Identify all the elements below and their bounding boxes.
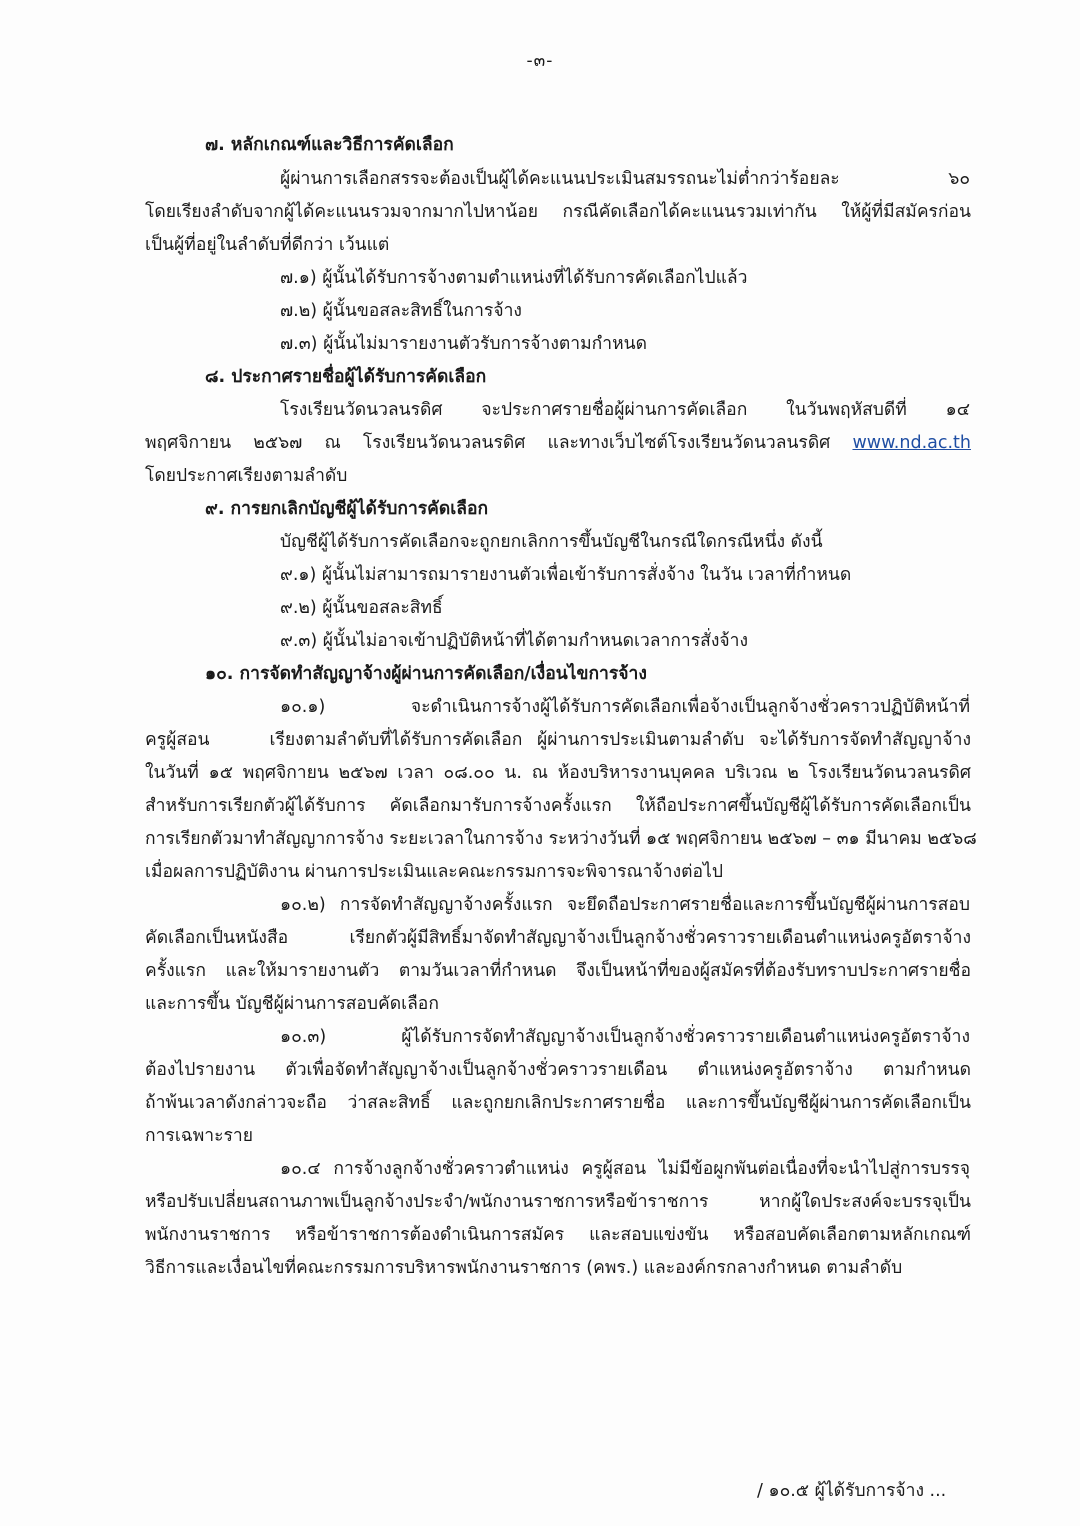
section-10-3-line: ๑๐.๓) ผู้ได้รับการจัดทำสัญญาจ้างเป็นลูกจ้างชั่วคราวรายเดือนตำแหน่งครูอัตราจ้าง <box>280 1027 970 1047</box>
section-10-1-line: การเรียกตัวมาทำสัญญาการจ้าง ระยะเวลาในการจ้าง ระหว่างวันที่ ๑๕ พฤศจิกายน ๒๕๖๗ – ๓๑ มีนาคม ๒๕๖๘ <box>145 829 977 849</box>
section-7-paragraph-line: เป็นผู้ที่อยู่ในลำดับที่ดีกว่า เว้นแต่ <box>145 235 390 255</box>
section-10-1-line: สำหรับการเรียกตัวผู้ได้รับการ คัดเลือกมารับการจ้างครั้งแรก ให้ถือประกาศขึ้นบัญชีผู้ได้รับการคัดเลือกเป็น <box>145 796 971 816</box>
page-number: -๓- <box>526 51 554 71</box>
section-9-intro: บัญชีผู้ได้รับการคัดเลือกจะถูกยกเลิกการขึ้นบัญชีในกรณีใดกรณีหนึ่ง ดังนี้ <box>280 532 823 552</box>
section-10-4-line: หรือปรับเปลี่ยนสถานภาพเป็นลูกจ้างประจำ/พนักงานราชการหรือข้าราชการ หากผู้ใดประสงค์จะบรรจุเป็น <box>145 1192 971 1212</box>
section-8-text: พฤศจิกายน ๒๕๖๗ ณ โรงเรียนวัดนวลนรดิศ และทางเว็บไซต์โรงเรียนวัดนวลนรดิศ <box>145 433 831 453</box>
section-8-heading: ๘. ประกาศรายชื่อผู้ได้รับการคัดเลือก <box>205 367 487 387</box>
section-10-1-line: เมื่อผลการปฏิบัติงาน ผ่านการประเมินและคณะกรรมการจะพิจารณาจ้างต่อไป <box>145 862 723 882</box>
position-label: ครูผู้สอน <box>145 730 210 750</box>
section-10-1-line: ๑๐.๑) จะดำเนินการจ้างผู้ได้รับการคัดเลือกเพื่อจ้างเป็นลูกจ้างชั่วคราวปฏิบัติหน้าที่ <box>280 697 970 717</box>
section-10-1-line: ในวันที่ ๑๕ พฤศจิกายน ๒๕๖๗ เวลา ๐๘.๐๐ น. ณ ห้องบริหารงานบุคคล บริเวณ ๒ โรงเรียนวัดนวลนรดิศ <box>145 763 971 783</box>
section-10-2-line: ๑๐.๒) การจัดทำสัญญาจ้างครั้งแรก จะยึดถือประกาศรายชื่อและการขึ้นบัญชีผู้ผ่านการสอบ <box>280 895 970 915</box>
section-10-4-line: วิธีการและเงื่อนไขที่คณะกรรมการบริหารพนักงานราชการ (คพร.) และองค์กรกลางกำหนด ตามลำดับ <box>145 1258 903 1278</box>
section-10-3-line: ถ้าพ้นเวลาดังกล่าวจะถือ ว่าสละสิทธิ์ และถูกยกเลิกประกาศรายชื่อ และการขึ้นบัญชีผู้ผ่านการคัดเลือกเป็น <box>145 1093 971 1113</box>
section-7-paragraph-line: โดยเรียงลำดับจากผู้ได้คะแนนรวมจากมากไปหาน้อย กรณีคัดเลือกได้คะแนนรวมเท่ากัน ให้ผู้ที่มีสมัครก่อน <box>145 202 971 222</box>
section-10-2-line: ครั้งแรก และให้มารายงานตัว ตามวันเวลาที่กำหนด จึงเป็นหน้าที่ของผู้สมัครที่ต้องรับทราบประกาศรายชื่อ <box>145 961 971 981</box>
website-link[interactable]: www.nd.ac.th <box>852 433 971 453</box>
section-10-2-line: คัดเลือกเป็นหนังสือ เรียกตัวผู้มีสิทธิ์มาจัดทำสัญญาจ้างเป็นลูกจ้างชั่วคราวรายเดือนตำแหน่งครูอัตราจ้าง <box>145 928 971 948</box>
section-7-item-2: ๗.๒) ผู้นั้นขอสละสิทธิ์ในการจ้าง <box>280 301 522 321</box>
section-8-paragraph-line: โดยประกาศเรียงตามลำดับ <box>145 466 348 486</box>
section-7-item-3: ๗.๓) ผู้นั้นไม่มารายงานตัวรับการจ้างตามกำหนด <box>280 334 647 354</box>
section-8-paragraph-line: โรงเรียนวัดนวลนรดิศ จะประกาศรายชื่อผู้ผ่านการคัดเลือก ในวันพฤหัสบดีที่ ๑๔ <box>280 400 970 420</box>
section-8-paragraph-line <box>145 430 971 456</box>
section-10-3-line: การเฉพาะราย <box>145 1126 253 1146</box>
section-9-heading: ๙. การยกเลิกบัญชีผู้ได้รับการคัดเลือก <box>205 499 489 519</box>
section-10-2-line: และการขึ้น บัญชีผู้ผ่านการสอบคัดเลือก <box>145 994 439 1014</box>
section-9-item-3: ๙.๓) ผู้นั้นไม่อาจเข้าปฏิบัติหน้าที่ได้ตามกำหนดเวลาการสั่งจ้าง <box>280 631 749 651</box>
section-7-heading: ๗. หลักเกณฑ์และวิธีการคัดเลือก <box>205 135 454 155</box>
section-10-heading: ๑๐. การจัดทำสัญญาจ้างผู้ผ่านการคัดเลือก/เงื่อนไขการจ้าง <box>205 664 647 684</box>
section-10-1-text: เรียงตามลำดับที่ได้รับการคัดเลือก ผู้ผ่านการประเมินตามลำดับ จะได้รับการจัดทำสัญญาจ้าง <box>269 730 971 750</box>
section-9-item-2: ๙.๒) ผู้นั้นขอสละสิทธิ์ <box>280 598 443 618</box>
section-10-4-line: ๑๐.๔ การจ้างลูกจ้างชั่วคราวตำแหน่ง ครูผู้สอน ไม่มีข้อผูกพันต่อเนื่องที่จะนำไปสู่การบรรจุ <box>280 1159 970 1179</box>
section-7-item-1: ๗.๑) ผู้นั้นได้รับการจ้างตามตำแหน่งที่ได้รับการคัดเลือกไปแล้ว <box>280 268 748 288</box>
section-7-paragraph-line: ผู้ผ่านการเลือกสรรจะต้องเป็นผู้ได้คะแนนประเมินสมรรถนะไม่ต่ำกว่าร้อยละ ๖๐ <box>280 169 970 189</box>
section-10-4-line: พนักงานราชการ หรือข้าราชการต้องดำเนินการสมัคร และสอบแข่งขัน หรือสอบคัดเลือกตามหลักเกณฑ์ <box>145 1225 971 1245</box>
section-9-item-1: ๙.๑) ผู้นั้นไม่สามารถมารายงานตัวเพื่อเข้ารับการสั่งจ้าง ในวัน เวลาที่กำหนด <box>280 565 852 585</box>
section-10-3-line: ต้องไปรายงาน ตัวเพื่อจัดทำสัญญาจ้างเป็นลูกจ้างชั่วคราวรายเดือน ตำแหน่งครูอัตราจ้าง ตามกำหนด <box>145 1060 971 1080</box>
continuation-footer: / ๑๐.๕ ผู้ได้รับการจ้าง ... <box>757 1481 947 1501</box>
section-10-1-line <box>145 727 971 753</box>
